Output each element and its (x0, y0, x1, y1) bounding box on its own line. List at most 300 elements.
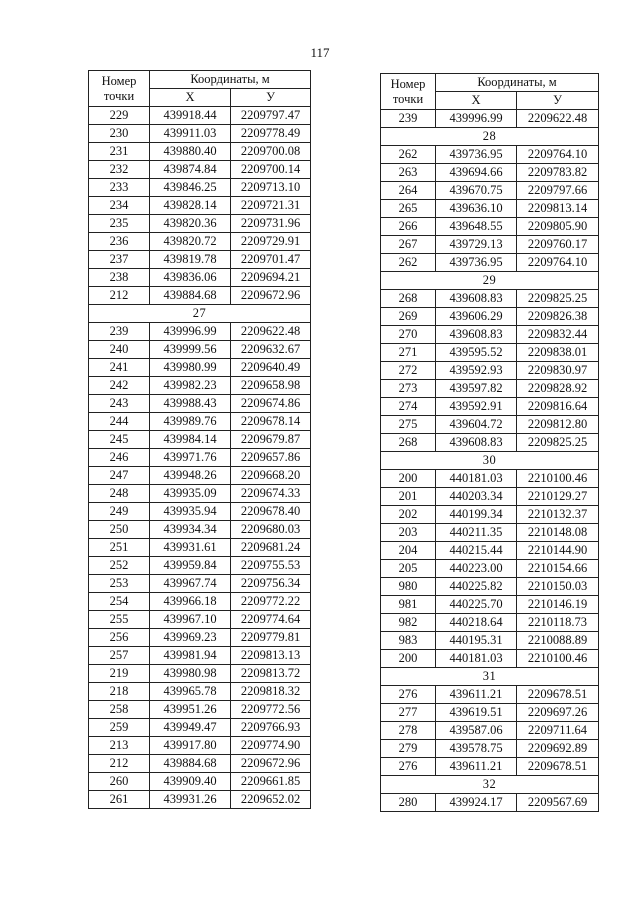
y-coordinate: 2209692.89 (517, 740, 599, 758)
point-number: 251 (89, 539, 150, 557)
table-row (89, 215, 311, 233)
x-coordinate: 439996.99 (436, 110, 517, 128)
table-row (381, 362, 599, 380)
table-row (89, 593, 311, 611)
x-coordinate: 440199.34 (436, 506, 517, 524)
table-row (89, 737, 311, 755)
y-coordinate: 2209772.56 (231, 701, 311, 719)
table-row (381, 524, 599, 542)
table-row (381, 758, 599, 776)
x-coordinate: 439820.72 (150, 233, 231, 251)
table-row (381, 470, 599, 488)
table-row (89, 359, 311, 377)
x-coordinate: 439578.75 (436, 740, 517, 758)
x-coordinate: 439636.10 (436, 200, 517, 218)
section-number: 31 (381, 668, 599, 686)
table-row (89, 467, 311, 485)
point-number: 246 (89, 449, 150, 467)
point-number: 982 (381, 614, 436, 632)
table-body-right (381, 110, 599, 812)
x-coordinate: 439988.43 (150, 395, 231, 413)
y-coordinate: 2209622.48 (231, 323, 311, 341)
y-coordinate: 2209678.40 (231, 503, 311, 521)
y-coordinate: 2209697.26 (517, 704, 599, 722)
table-row (381, 704, 599, 722)
x-coordinate: 439874.84 (150, 161, 231, 179)
table-row (89, 539, 311, 557)
point-number: 231 (89, 143, 150, 161)
point-number: 980 (381, 578, 436, 596)
y-coordinate: 2209713.10 (231, 179, 311, 197)
y-coordinate: 2209816.64 (517, 398, 599, 416)
y-coordinate: 2210100.46 (517, 650, 599, 668)
point-number: 245 (89, 431, 150, 449)
y-coordinate: 2209818.32 (231, 683, 311, 701)
x-coordinate: 439911.03 (150, 125, 231, 143)
x-coordinate: 440203.34 (436, 488, 517, 506)
x-coordinate: 439648.55 (436, 218, 517, 236)
y-header: У (517, 92, 599, 110)
table-row (381, 380, 599, 398)
y-coordinate: 2209760.17 (517, 236, 599, 254)
y-coordinate: 2209711.64 (517, 722, 599, 740)
x-coordinate: 440215.44 (436, 542, 517, 560)
table-row (381, 110, 599, 128)
point-number: 201 (381, 488, 436, 506)
point-number: 262 (381, 254, 436, 272)
x-coordinate: 439967.74 (150, 575, 231, 593)
point-number-header: Номер точки (89, 71, 150, 107)
y-coordinate: 2209721.31 (231, 197, 311, 215)
point-number: 278 (381, 722, 436, 740)
x-coordinate: 440225.70 (436, 596, 517, 614)
x-coordinate: 439587.06 (436, 722, 517, 740)
table-row (89, 611, 311, 629)
table-row (89, 269, 311, 287)
point-number: 277 (381, 704, 436, 722)
table-row (89, 395, 311, 413)
y-coordinate: 2209681.24 (231, 539, 311, 557)
table-row (89, 701, 311, 719)
coordinates-header: Координаты, м (150, 71, 311, 89)
point-number: 259 (89, 719, 150, 737)
table-row (381, 740, 599, 758)
x-coordinate: 439736.95 (436, 254, 517, 272)
point-number: 274 (381, 398, 436, 416)
table-row (89, 719, 311, 737)
x-coordinate: 439595.52 (436, 344, 517, 362)
x-coordinate: 439917.80 (150, 737, 231, 755)
x-coordinate: 439918.44 (150, 107, 231, 125)
section-number: 28 (381, 128, 599, 146)
y-coordinate: 2210088.89 (517, 632, 599, 650)
section-row (381, 272, 599, 290)
x-coordinate: 439965.78 (150, 683, 231, 701)
y-coordinate: 2209567.69 (517, 794, 599, 812)
point-number: 238 (89, 269, 150, 287)
table-row (381, 794, 599, 812)
table-row (89, 125, 311, 143)
y-coordinate: 2209813.13 (231, 647, 311, 665)
y-coordinate: 2209764.10 (517, 146, 599, 164)
x-header: X (436, 92, 517, 110)
x-coordinate: 439982.23 (150, 377, 231, 395)
x-coordinate: 439611.21 (436, 758, 517, 776)
table-row (89, 413, 311, 431)
table-row (89, 575, 311, 593)
x-coordinate: 439949.47 (150, 719, 231, 737)
table-row (381, 596, 599, 614)
point-number: 232 (89, 161, 150, 179)
x-coordinate: 439619.51 (436, 704, 517, 722)
x-coordinate: 440223.00 (436, 560, 517, 578)
point-number: 256 (89, 629, 150, 647)
y-coordinate: 2210154.66 (517, 560, 599, 578)
point-number: 247 (89, 467, 150, 485)
y-header: У (231, 89, 311, 107)
y-coordinate: 2209661.85 (231, 773, 311, 791)
table-row (89, 665, 311, 683)
x-coordinate: 439951.26 (150, 701, 231, 719)
table-row (89, 449, 311, 467)
x-coordinate: 439931.61 (150, 539, 231, 557)
table-row (381, 686, 599, 704)
y-coordinate: 2209778.49 (231, 125, 311, 143)
x-coordinate: 439592.93 (436, 362, 517, 380)
section-row (381, 128, 599, 146)
y-coordinate: 2209632.67 (231, 341, 311, 359)
point-number: 276 (381, 686, 436, 704)
point-number: 257 (89, 647, 150, 665)
point-number: 266 (381, 218, 436, 236)
point-number: 233 (89, 179, 150, 197)
section-number: 29 (381, 272, 599, 290)
x-coordinate: 439969.23 (150, 629, 231, 647)
y-coordinate: 2209838.01 (517, 344, 599, 362)
section-row (381, 452, 599, 470)
x-coordinate: 439884.68 (150, 287, 231, 305)
point-number: 271 (381, 344, 436, 362)
x-coordinate: 439846.25 (150, 179, 231, 197)
x-coordinate: 439967.10 (150, 611, 231, 629)
y-coordinate: 2209805.90 (517, 218, 599, 236)
x-coordinate: 440181.03 (436, 650, 517, 668)
x-coordinate: 439980.99 (150, 359, 231, 377)
x-coordinate: 439931.26 (150, 791, 231, 809)
point-number: 253 (89, 575, 150, 593)
point-number: 237 (89, 251, 150, 269)
table-row (89, 629, 311, 647)
point-number: 270 (381, 326, 436, 344)
point-number: 212 (89, 755, 150, 773)
point-number: 983 (381, 632, 436, 650)
y-coordinate: 2209701.47 (231, 251, 311, 269)
x-coordinate: 439736.95 (436, 146, 517, 164)
table-row (381, 182, 599, 200)
x-header: X (150, 89, 231, 107)
y-coordinate: 2209764.10 (517, 254, 599, 272)
table-row (89, 251, 311, 269)
section-row (381, 668, 599, 686)
x-coordinate: 439670.75 (436, 182, 517, 200)
x-coordinate: 439729.13 (436, 236, 517, 254)
table-row (89, 341, 311, 359)
x-coordinate: 439604.72 (436, 416, 517, 434)
point-number: 205 (381, 560, 436, 578)
point-number: 268 (381, 290, 436, 308)
table-row (89, 161, 311, 179)
y-coordinate: 2210129.27 (517, 488, 599, 506)
y-coordinate: 2209756.34 (231, 575, 311, 593)
table-row (89, 557, 311, 575)
x-coordinate: 439608.83 (436, 326, 517, 344)
x-coordinate: 439989.76 (150, 413, 231, 431)
point-number: 249 (89, 503, 150, 521)
table-row (381, 290, 599, 308)
x-coordinate: 439966.18 (150, 593, 231, 611)
x-coordinate: 439981.94 (150, 647, 231, 665)
point-number: 248 (89, 485, 150, 503)
table-row (381, 542, 599, 560)
table-row (381, 434, 599, 452)
x-coordinate: 439608.83 (436, 290, 517, 308)
table-row (381, 164, 599, 182)
x-coordinate: 440225.82 (436, 578, 517, 596)
point-number: 263 (381, 164, 436, 182)
x-coordinate: 439996.99 (150, 323, 231, 341)
point-number: 264 (381, 182, 436, 200)
y-coordinate: 2209680.03 (231, 521, 311, 539)
y-coordinate: 2209813.72 (231, 665, 311, 683)
point-number: 212 (89, 287, 150, 305)
x-coordinate: 439694.66 (436, 164, 517, 182)
y-coordinate: 2209755.53 (231, 557, 311, 575)
point-number: 258 (89, 701, 150, 719)
table-row (381, 308, 599, 326)
table-row (89, 143, 311, 161)
table-row (381, 578, 599, 596)
x-coordinate: 439948.26 (150, 467, 231, 485)
page-number: 117 (310, 45, 330, 60)
y-coordinate: 2209797.47 (231, 107, 311, 125)
y-coordinate: 2209779.81 (231, 629, 311, 647)
y-coordinate: 2209812.80 (517, 416, 599, 434)
x-coordinate: 440218.64 (436, 614, 517, 632)
x-coordinate: 439999.56 (150, 341, 231, 359)
y-coordinate: 2209828.92 (517, 380, 599, 398)
point-number: 250 (89, 521, 150, 539)
point-number: 200 (381, 650, 436, 668)
section-number: 30 (381, 452, 599, 470)
y-coordinate: 2209672.96 (231, 287, 311, 305)
table-row (381, 488, 599, 506)
y-coordinate: 2209678.14 (231, 413, 311, 431)
point-number: 260 (89, 773, 150, 791)
x-coordinate: 439836.06 (150, 269, 231, 287)
y-coordinate: 2209766.93 (231, 719, 311, 737)
point-number: 243 (89, 395, 150, 413)
x-coordinate: 439608.83 (436, 434, 517, 452)
x-coordinate: 439880.40 (150, 143, 231, 161)
point-number: 240 (89, 341, 150, 359)
y-coordinate: 2210148.08 (517, 524, 599, 542)
point-number: 252 (89, 557, 150, 575)
x-coordinate: 439935.09 (150, 485, 231, 503)
y-coordinate: 2209622.48 (517, 110, 599, 128)
table-row (381, 344, 599, 362)
table-row (381, 560, 599, 578)
y-coordinate: 2209668.20 (231, 467, 311, 485)
table-row (381, 650, 599, 668)
table-row (89, 323, 311, 341)
x-coordinate: 439592.91 (436, 398, 517, 416)
table-row (89, 179, 311, 197)
y-coordinate: 2210132.37 (517, 506, 599, 524)
point-number: 254 (89, 593, 150, 611)
table-row (89, 107, 311, 125)
y-coordinate: 2209658.98 (231, 377, 311, 395)
y-coordinate: 2209830.97 (517, 362, 599, 380)
table-row (381, 506, 599, 524)
y-coordinate: 2210100.46 (517, 470, 599, 488)
y-coordinate: 2209694.21 (231, 269, 311, 287)
table-row (381, 416, 599, 434)
point-number: 239 (89, 323, 150, 341)
table-row (381, 218, 599, 236)
section-number: 27 (89, 305, 311, 323)
table-row (89, 755, 311, 773)
coordinates-header: Координаты, м (436, 74, 599, 92)
x-coordinate: 439935.94 (150, 503, 231, 521)
point-number: 273 (381, 380, 436, 398)
point-number: 269 (381, 308, 436, 326)
x-coordinate: 439959.84 (150, 557, 231, 575)
x-coordinate: 439606.29 (436, 308, 517, 326)
y-coordinate: 2209652.02 (231, 791, 311, 809)
x-coordinate: 440211.35 (436, 524, 517, 542)
x-coordinate: 439934.34 (150, 521, 231, 539)
y-coordinate: 2209700.14 (231, 161, 311, 179)
y-coordinate: 2209729.91 (231, 233, 311, 251)
point-number: 230 (89, 125, 150, 143)
y-coordinate: 2209783.82 (517, 164, 599, 182)
y-coordinate: 2209674.33 (231, 485, 311, 503)
table-row (89, 485, 311, 503)
table-body-left (89, 107, 311, 809)
section-row (381, 776, 599, 794)
point-number: 239 (381, 110, 436, 128)
table-row (89, 233, 311, 251)
y-coordinate: 2210144.90 (517, 542, 599, 560)
x-coordinate: 439984.14 (150, 431, 231, 449)
point-number: 280 (381, 794, 436, 812)
coordinates-table-right (380, 73, 599, 812)
point-number: 219 (89, 665, 150, 683)
point-number: 218 (89, 683, 150, 701)
y-coordinate: 2209672.96 (231, 755, 311, 773)
point-number: 276 (381, 758, 436, 776)
table-row (381, 614, 599, 632)
point-number: 235 (89, 215, 150, 233)
table-row (89, 197, 311, 215)
point-number: 242 (89, 377, 150, 395)
point-number: 268 (381, 434, 436, 452)
y-coordinate: 2209774.64 (231, 611, 311, 629)
point-number: 202 (381, 506, 436, 524)
point-number: 279 (381, 740, 436, 758)
y-coordinate: 2209674.86 (231, 395, 311, 413)
table-row (381, 200, 599, 218)
section-row (89, 305, 311, 323)
point-number: 261 (89, 791, 150, 809)
table-row (89, 377, 311, 395)
table-row (381, 326, 599, 344)
y-coordinate: 2209825.25 (517, 434, 599, 452)
y-coordinate: 2209657.86 (231, 449, 311, 467)
table-row (89, 287, 311, 305)
x-coordinate: 439828.14 (150, 197, 231, 215)
y-coordinate: 2209640.49 (231, 359, 311, 377)
table-row (89, 521, 311, 539)
point-number: 236 (89, 233, 150, 251)
table-row (381, 146, 599, 164)
point-number: 265 (381, 200, 436, 218)
y-coordinate: 2210150.03 (517, 578, 599, 596)
y-coordinate: 2209679.87 (231, 431, 311, 449)
table-row (89, 647, 311, 665)
x-coordinate: 440181.03 (436, 470, 517, 488)
y-coordinate: 2209832.44 (517, 326, 599, 344)
point-number: 234 (89, 197, 150, 215)
y-coordinate: 2209678.51 (517, 686, 599, 704)
table-row (89, 503, 311, 521)
point-number: 204 (381, 542, 436, 560)
table-row (89, 431, 311, 449)
y-coordinate: 2210118.73 (517, 614, 599, 632)
point-number: 272 (381, 362, 436, 380)
point-number: 241 (89, 359, 150, 377)
point-number: 255 (89, 611, 150, 629)
y-coordinate: 2209731.96 (231, 215, 311, 233)
point-number: 229 (89, 107, 150, 125)
table-row (89, 791, 311, 809)
x-coordinate: 439611.21 (436, 686, 517, 704)
point-number: 244 (89, 413, 150, 431)
y-coordinate: 2209825.25 (517, 290, 599, 308)
point-number: 267 (381, 236, 436, 254)
point-number: 275 (381, 416, 436, 434)
x-coordinate: 439819.78 (150, 251, 231, 269)
x-coordinate: 439909.40 (150, 773, 231, 791)
y-coordinate: 2209813.14 (517, 200, 599, 218)
coordinates-table-left (88, 70, 311, 809)
y-coordinate: 2209774.90 (231, 737, 311, 755)
y-coordinate: 2209700.08 (231, 143, 311, 161)
point-number-header: Номер точки (381, 74, 436, 110)
point-number: 981 (381, 596, 436, 614)
x-coordinate: 439980.98 (150, 665, 231, 683)
y-coordinate: 2210146.19 (517, 596, 599, 614)
y-coordinate: 2209678.51 (517, 758, 599, 776)
x-coordinate: 439597.82 (436, 380, 517, 398)
table-row (89, 773, 311, 791)
table-row (381, 722, 599, 740)
section-number: 32 (381, 776, 599, 794)
point-number: 200 (381, 470, 436, 488)
table-row (381, 236, 599, 254)
y-coordinate: 2209772.22 (231, 593, 311, 611)
y-coordinate: 2209826.38 (517, 308, 599, 326)
